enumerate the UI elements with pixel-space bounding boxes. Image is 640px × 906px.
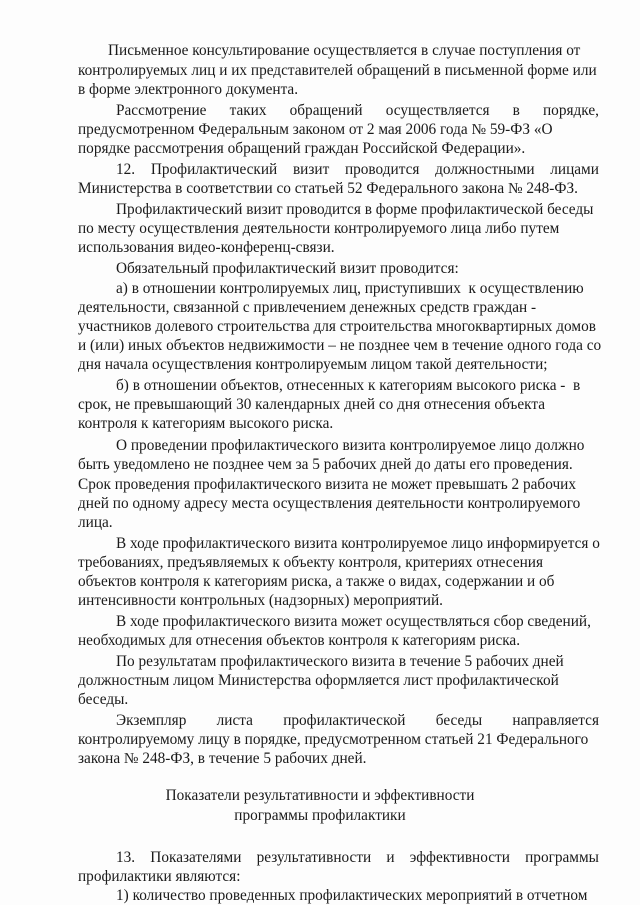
text-line: 1) количество проведенных профилактических мероприятий в отчетном [116, 887, 588, 904]
text-line: беседы. [78, 691, 129, 708]
text-line: участников долевого строительства для строительства многоквартирных домов [78, 318, 596, 335]
word: Рассмотрение [116, 102, 207, 119]
text-line: контроля к категориям высокого риска. [78, 415, 334, 432]
text-line: Профилактический визит проводится в форме профилактической беседы [116, 201, 594, 218]
text-line: срок, не превышающий 30 календарных дней со дня отнесения объекта [78, 396, 546, 413]
text-line: контролируемых лиц и их представителей обращений в письменной форме или [78, 62, 597, 79]
word: результативности [256, 849, 372, 866]
text-line: в форме электронного документа. [78, 81, 299, 98]
text-line-justified [116, 848, 599, 868]
text-line: контролируемому лицу в порядке, предусмотренном статьей 21 Федерального [78, 731, 589, 748]
text-line-justified [116, 101, 599, 121]
word: обращений [289, 102, 363, 119]
word: профилактической [283, 712, 406, 729]
text-line: порядке рассмотрения обращений граждан Российской Федерации». [78, 140, 526, 157]
text-line: Обязательный профилактический визит проводится: [116, 260, 459, 277]
text-line: должностным лицом Министерства оформляется лист профилактической [78, 672, 559, 689]
text-line: Министерства в соответствии со статьей 52 Федерального закона № 248-ФЗ. [78, 180, 578, 197]
word: Профилактический [150, 161, 278, 178]
word: беседы [435, 712, 483, 729]
text-line: Письменное консультирование осуществляется в случае поступления от [108, 42, 581, 59]
text-line-justified [116, 160, 599, 180]
word: программы [525, 849, 599, 866]
text-line: необходимых для отнесения объектов контроля к категориям риска. [78, 632, 521, 649]
word: таких [229, 102, 267, 119]
word: 12. [116, 161, 136, 178]
text-line: б) в отношении объектов, отнесенных к категориям высокого риска - в [116, 377, 581, 394]
word: направляется [512, 712, 599, 729]
text-line: деятельности, связанной с привлечением денежных средств граждан - [78, 299, 537, 316]
word: и [386, 849, 395, 866]
word: Экземпляр [116, 712, 187, 729]
text-line: интенсивности контрольных (надзорных) мероприятий. [78, 592, 443, 609]
text-line: О проведении профилактического визита контролируемое лицо должно [116, 437, 585, 454]
word: Показателями [150, 849, 242, 866]
text-line: требованиях, предъявляемых к объекту контроля, критериях отнесения [78, 554, 544, 571]
text-line: по месту осуществления деятельности контролируемого лица либо путем [78, 220, 560, 237]
word: в [512, 102, 520, 119]
text-line: быть уведомлено не позднее чем за 5 рабочих дней до даты его проведения. [78, 456, 573, 473]
text-line: дня начала осуществления контролируемым лицом такой деятельности; [78, 356, 548, 373]
word: проводится [344, 161, 420, 178]
text-line: В ходе профилактического визита контролируемое лицо информируется о [116, 535, 600, 552]
text-line: лица. [78, 514, 113, 531]
word: осуществляется [385, 102, 490, 119]
text-line: а) в отношении контролируемых лиц, приступивших к осуществлению [116, 280, 584, 297]
text-line: дней по одному адресу места осуществления деятельности контролируемого [78, 495, 581, 512]
text-line: предусмотренном Федеральным законом от 2 мая 2006 года № 59-ФЗ «О [78, 121, 553, 138]
word: лицами [550, 161, 599, 178]
text-line: В ходе профилактического визита может осуществляться сбор сведений, [116, 613, 591, 630]
word: эффективности [409, 849, 510, 866]
text-line-justified [116, 711, 599, 731]
word: должностными [435, 161, 535, 178]
text-line: и (или) иных объектов недвижимости – не позднее чем в течение одного года со [78, 337, 602, 354]
word: 13. [116, 849, 136, 866]
heading-line: Показатели результативности и эффективности [165, 787, 475, 804]
word: листа [216, 712, 253, 729]
text-line: объектов контроля к категориям риска, а также о видах, содержании и об [78, 573, 555, 590]
heading-line: программы профилактики [234, 807, 406, 824]
text-line: По результатам профилактического визита в течение 5 рабочих дней [116, 653, 564, 670]
text-line: использования видео-конференц-связи. [78, 239, 335, 256]
text-line: Срок проведения профилактического визита не может превышать 2 рабочих [78, 476, 576, 493]
word: порядке, [543, 102, 599, 119]
word: визит [292, 161, 330, 178]
text-line: закона № 248-ФЗ, в течение 5 рабочих дней. [78, 750, 367, 767]
text-line: профилактики являются: [78, 868, 241, 885]
